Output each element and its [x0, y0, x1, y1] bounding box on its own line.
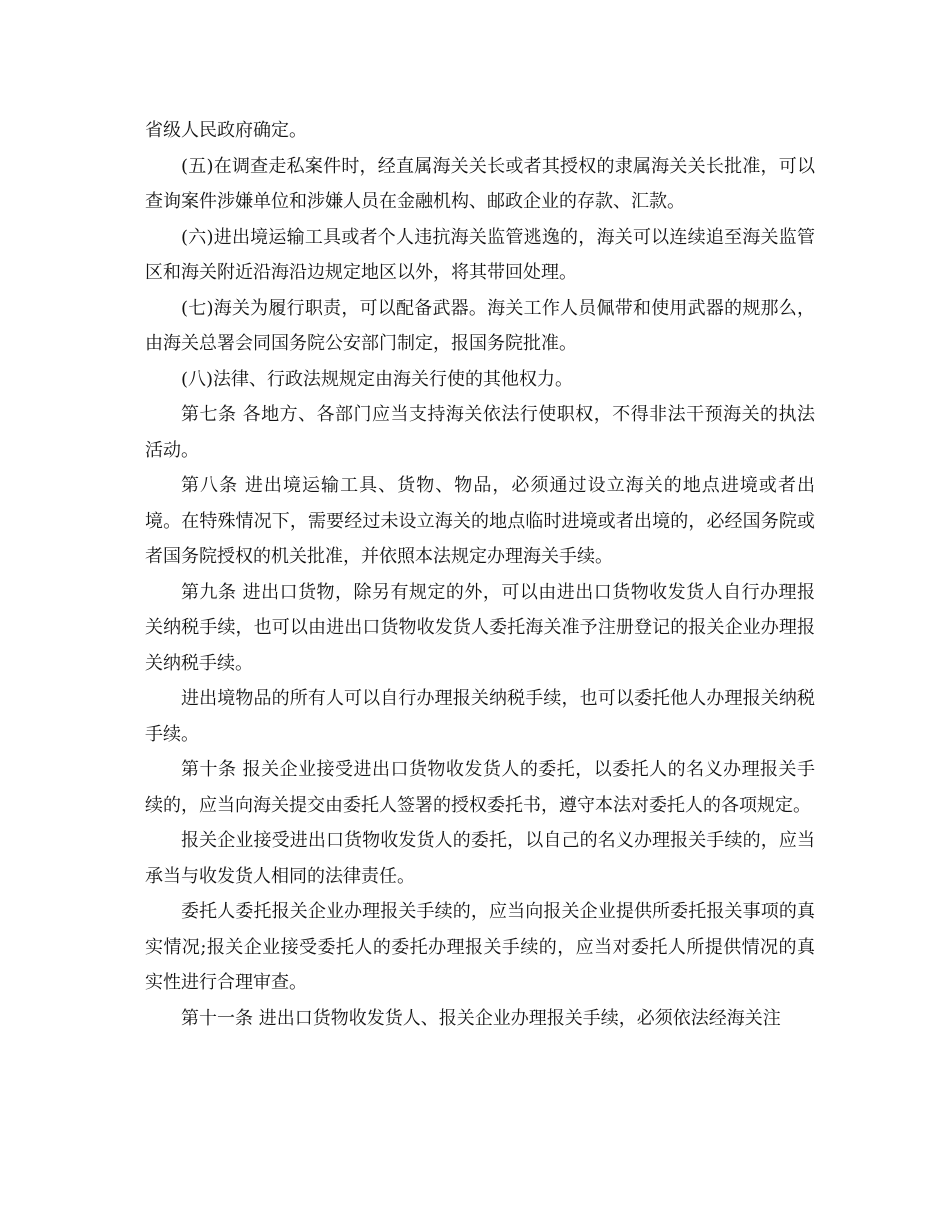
- paragraph-article-8: 第八条 进出境运输工具、货物、物品，必须通过设立海关的地点进境或者出境。在特殊情况下，需要经过未设立海关的地点临时进境或者出境的，必经国务院或者国务院授权的机关批准，并依照本法规定办理海关手续。: [145, 475, 815, 567]
- paragraph-article-7: 第七条 各地方、各部门应当支持海关依法行使职权，不得非法干预海关的执法活动。: [145, 404, 815, 461]
- paragraph-article-9: 第九条 进出口货物，除另有规定的外，可以由进出口货物收发货人自行办理报关纳税手续，也可以由进出口货物收发货人委托海关准予注册登记的报关企业办理报关纳税手续。: [145, 581, 815, 674]
- paragraph-item-5: (五)在调查走私案件时，经直属海关关长或者其授权的隶属海关关长批准，可以查询案件涉嫌单位和涉嫌人员在金融机构、邮政企业的存款、汇款。: [145, 155, 815, 212]
- paragraph-article-11: 第十一条 进出口货物收发货人、报关企业办理报关手续，必须依法经海关注: [181, 1007, 781, 1029]
- paragraph-item-6: (六)进出境运输工具或者个人违抗海关监管逃逸的，海关可以连续追至海关监管区和海关附近沿海沿边规定地区以外，将其带回处理。: [145, 226, 815, 283]
- paragraph-item-7: (七)海关为履行职责，可以配备武器。海关工作人员佩带和使用武器的规那么，由海关总署会同国务院公安部门制定，报国务院批准。: [145, 297, 815, 354]
- paragraph-item-8: (八)法律、行政法规规定由海关行使的其他权力。: [181, 368, 574, 390]
- document-body: [145, 113, 815, 1036]
- paragraph-article-10: 第十条 报关企业接受进出口货物收发货人的委托，以委托人的名义办理报关手续的，应当向海关提交由委托人签署的授权委托书，遵守本法对委托人的各项规定。: [145, 759, 815, 816]
- paragraph-continuation: 省级人民政府确定。: [145, 120, 307, 141]
- paragraph-article-10-clause-2: 报关企业接受进出口货物收发货人的委托，以自己的名义办理报关手续的，应当承当与收发货人相同的法律责任。: [145, 830, 815, 887]
- paragraph-article-10-clause-3: 委托人委托报关企业办理报关手续的，应当向报关企业提供所委托报关事项的真实情况;报关企业接受委托人的委托办理报关手续的，应当对委托人所提供情况的真实性进行合理审查。: [145, 901, 815, 993]
- paragraph-article-9-clause-2: 进出境物品的所有人可以自行办理报关纳税手续，也可以委托他人办理报关纳税手续。: [145, 688, 815, 745]
